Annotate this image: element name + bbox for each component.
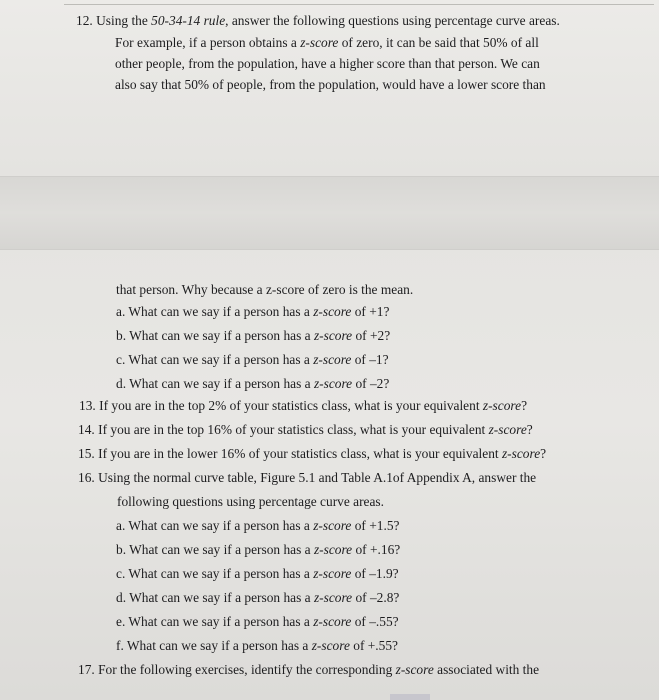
q16-item-f: f. What can we say if a person has a z-score of +.55? bbox=[116, 638, 398, 653]
q12-item-c: c. What can we say if a person has a z-score of –1? bbox=[116, 352, 389, 367]
q12-item-a: a. What can we say if a person has a z-score of +1? bbox=[116, 304, 390, 319]
q16-item-a: a. What can we say if a person has a z-score of +1.5? bbox=[116, 518, 400, 533]
q13: 13. If you are in the top 2% of your statistics class, what is your equivalent z-score? bbox=[79, 398, 528, 413]
q12-line-4: also say that 50% of people, from the population, would have a lower score than bbox=[115, 77, 546, 92]
q12-item-d: d. What can we say if a person has a z-score of –2? bbox=[116, 376, 390, 391]
page-gap-band bbox=[0, 176, 659, 250]
q12-intro-post: , answer the following questions using percentage curve areas. bbox=[225, 13, 560, 28]
q16-item-b: b. What can we say if a person has a z-score of +.16? bbox=[116, 542, 401, 557]
q14: 14. If you are in the top 16% of your statistics class, what is your equivalent z-score? bbox=[78, 422, 533, 437]
top-rule bbox=[64, 4, 654, 5]
q12-line-2: For example, if a person obtains a z-score of zero, it can be said that 50% of all bbox=[115, 35, 539, 50]
q17: 17. For the following exercises, identify the corresponding z-score associated with the bbox=[78, 662, 540, 677]
bottom-edge-shadow bbox=[390, 694, 430, 700]
q12-line-1 bbox=[76, 13, 560, 29]
q12-number: 12. bbox=[76, 13, 93, 28]
q16-item-d: d. What can we say if a person has a z-score of –2.8? bbox=[116, 590, 400, 605]
q12-item-b: b. What can we say if a person has a z-score of +2? bbox=[116, 328, 391, 343]
q12-rule-name: 50-34-14 rule bbox=[151, 13, 226, 28]
q16-line-2: following questions using percentage curve areas. bbox=[117, 494, 384, 509]
q16-line-1: 16. Using the normal curve table, Figure 5.1 and Table A.1of Appendix A, answer the bbox=[78, 470, 537, 485]
q16-item-c: c. What can we say if a person has a z-score of –1.9? bbox=[116, 566, 399, 581]
q12-line-5: that person. Why because a z-score of zero is the mean. bbox=[116, 282, 414, 297]
q12-line-3: other people, from the population, have a higher score than that person. We can bbox=[115, 56, 540, 71]
q12-intro-pre: Using the bbox=[96, 13, 152, 28]
q16-item-e: e. What can we say if a person has a z-score of –.55? bbox=[116, 614, 399, 629]
q15: 15. If you are in the lower 16% of your statistics class, what is your equivalent z-score? bbox=[78, 446, 547, 461]
